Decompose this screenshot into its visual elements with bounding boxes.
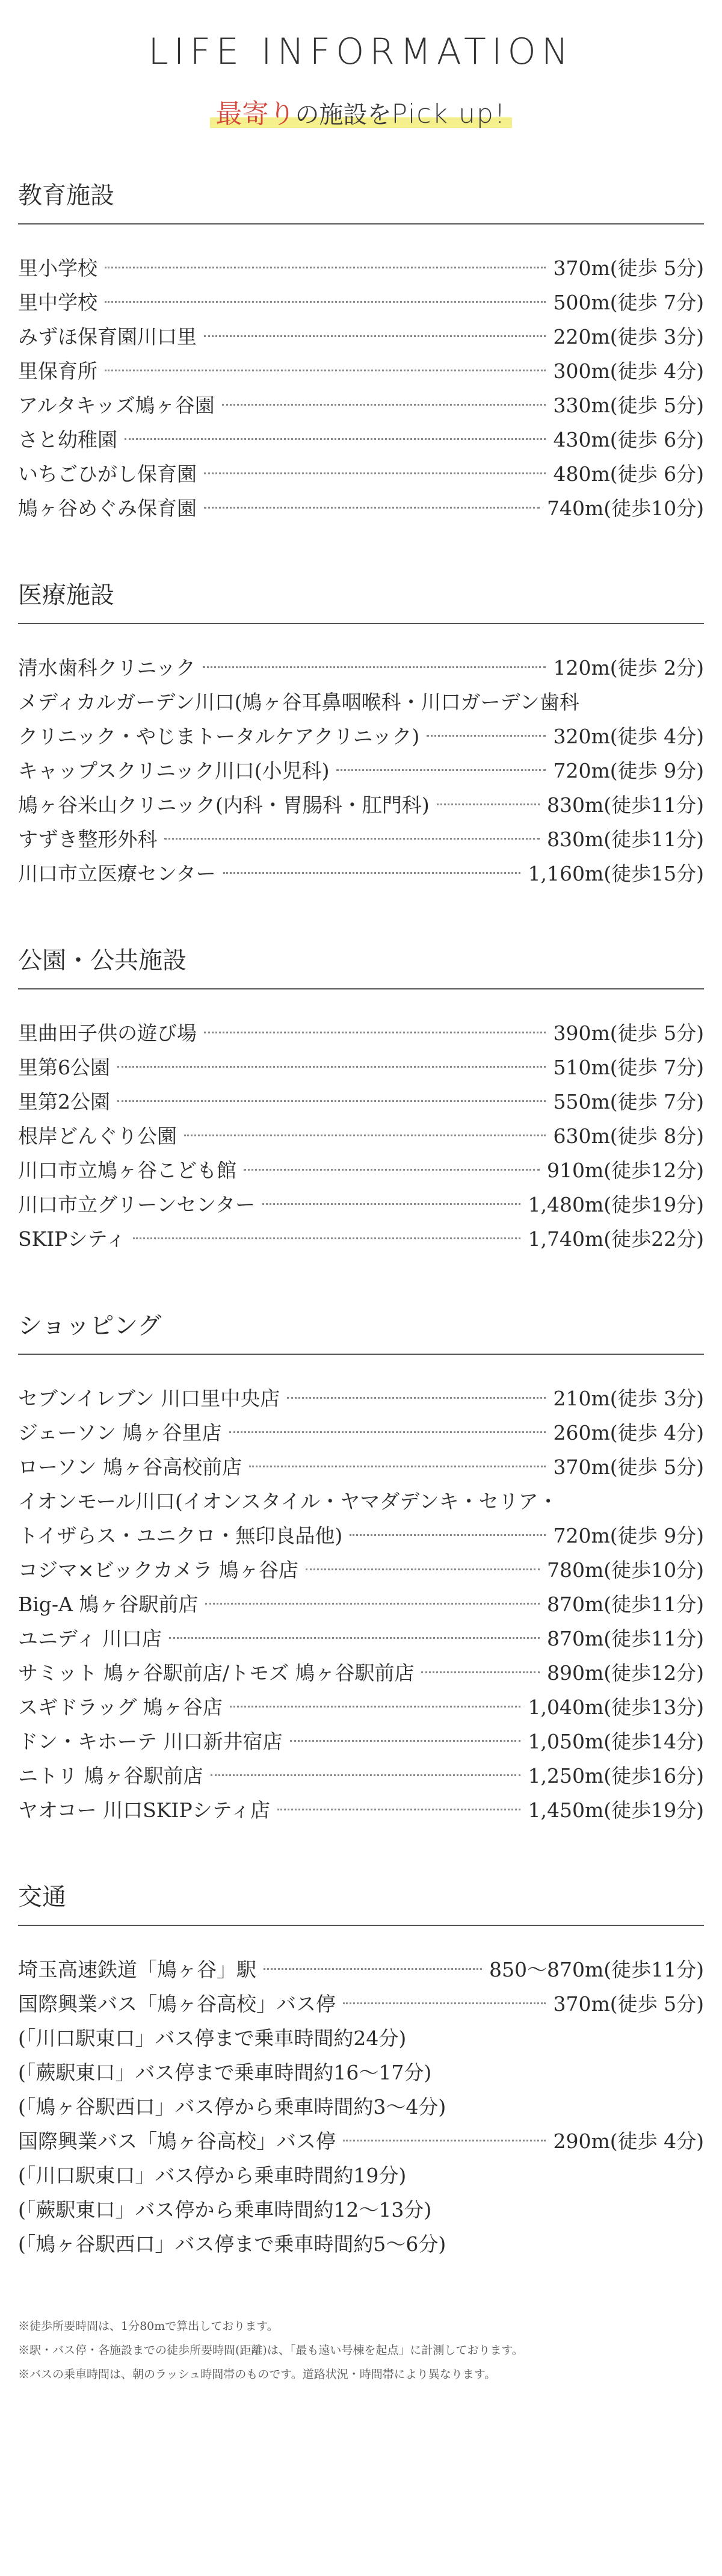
list-item <box>18 2124 704 2158</box>
facility-name: セブンイレブン 川口里中央店 <box>18 1386 280 1410</box>
section-title: 医療施設 <box>18 583 704 624</box>
dotted-leader <box>343 2002 546 2004</box>
facility-distance: 370m(徒歩 5分) <box>553 256 704 280</box>
facility-name: いちごひがし保育園 <box>18 462 197 486</box>
footnote: ※徒歩所要時間は、1分80mで算出しております。 <box>18 2319 279 2333</box>
list-item <box>18 457 704 491</box>
facility-name: 清水歯科クリニック <box>18 655 196 680</box>
list-item <box>18 1793 704 1827</box>
facility-name: 鳩ヶ谷めぐみ保育園 <box>18 496 197 520</box>
facility-name: クリニック・やじまトータルケアクリニック) <box>18 724 420 748</box>
dotted-leader <box>262 1203 520 1205</box>
list-item <box>18 354 704 388</box>
facility-name: スギドラッグ 鳩ヶ谷店 <box>18 1695 223 1719</box>
dotted-leader <box>437 803 540 805</box>
facility-distance: 550m(徒歩 7分) <box>553 1089 704 1113</box>
subtitle-mid: の施設を <box>295 101 392 129</box>
facility-distance: 850〜870m(徒歩11分) <box>489 1957 704 1981</box>
facility-name: 国際興業バス「鳩ヶ谷高校」バス停 <box>18 1992 336 2016</box>
facility-name: 川口市立鳩ヶ谷こども館 <box>18 1158 236 1182</box>
dotted-leader <box>204 472 546 474</box>
facility-name: アルタキッズ鳩ヶ谷園 <box>18 393 215 417</box>
facility-name: メディカルガーデン川口(鳩ヶ谷耳鼻咽喉科・川口ガーデン歯科 <box>18 690 579 714</box>
dotted-leader <box>223 872 521 874</box>
list-item <box>18 2055 704 2090</box>
facility-list <box>0 181 722 2261</box>
dotted-leader <box>203 666 546 668</box>
facility-distance: 830m(徒歩11分) <box>546 793 704 817</box>
list-item <box>18 1050 704 1085</box>
facility-name: 川口市立グリーンセンター <box>18 1192 256 1216</box>
list-item <box>18 1222 704 1256</box>
facility-distance: 1,040m(徒歩13分) <box>528 1695 704 1719</box>
list-item <box>18 1553 704 1587</box>
facility-distance: 320m(徒歩 4分) <box>553 724 704 748</box>
section <box>18 1885 704 2261</box>
list-item <box>18 423 704 457</box>
dotted-leader <box>164 838 540 840</box>
list-item <box>18 1187 704 1222</box>
list-item <box>18 251 704 285</box>
facility-distance: 300m(徒歩 4分) <box>553 359 704 383</box>
list-item <box>18 2158 704 2193</box>
list-item <box>18 1656 704 1690</box>
page-subtitle <box>210 99 513 131</box>
footnote: ※駅・バス停・各施設までの徒歩所要時間(距離)は、「最も遠い号棟を起点」に計測しております。 <box>18 2343 523 2357</box>
list-item <box>18 491 704 525</box>
section <box>18 946 704 1256</box>
dotted-leader <box>249 1466 546 1467</box>
facility-name: (「蕨駅東口」バス停から乗車時間約12〜13分) <box>18 2197 432 2221</box>
list-item <box>18 2227 704 2261</box>
facility-distance: 1,450m(徒歩19分) <box>528 1798 704 1822</box>
dotted-leader <box>306 1568 540 1570</box>
dotted-leader <box>343 2140 546 2141</box>
facility-distance: 430m(徒歩 6分) <box>553 427 704 451</box>
facility-distance: 1,480m(徒歩19分) <box>528 1192 704 1216</box>
dotted-leader <box>133 1237 521 1239</box>
facility-name: 里曲田子供の遊び場 <box>18 1021 197 1045</box>
facility-name: 国際興業バス「鳩ヶ谷高校」バス停 <box>18 2129 336 2153</box>
facility-name: (「蕨駅東口」バス停まで乗車時間約16〜17分) <box>18 2060 432 2084</box>
facility-name: (「川口駅東口」バス停から乗車時間約19分) <box>18 2163 407 2187</box>
list-item <box>18 285 704 320</box>
facility-distance: 1,050m(徒歩14分) <box>528 1729 704 1753</box>
dotted-leader <box>117 1066 546 1068</box>
section-title: 交通 <box>18 1885 704 1926</box>
facility-distance: 910m(徒歩12分) <box>546 1158 704 1182</box>
facility-name: キャップスクリニック川口(小児科) <box>18 758 330 782</box>
facility-distance: 260m(徒歩 4分) <box>553 1420 704 1444</box>
footnote: ※バスの乗車時間は、朝のラッシュ時間帯のものです。道路状況・時間帯により異なります。 <box>18 2367 496 2381</box>
facility-distance: 1,250m(徒歩16分) <box>528 1763 704 1788</box>
section-title: 公園・公共施設 <box>18 949 704 989</box>
dotted-leader <box>222 404 546 406</box>
dotted-leader <box>290 1740 521 1742</box>
header <box>0 0 722 131</box>
dotted-leader <box>230 1706 521 1708</box>
facility-name: (「鳩ヶ谷駅西口」バス停から乗車時間約3〜4分) <box>18 2095 446 2119</box>
facility-distance: 1,160m(徒歩15分) <box>528 861 704 885</box>
dotted-leader <box>421 1671 540 1673</box>
facility-distance: 630m(徒歩 8分) <box>553 1124 704 1148</box>
facility-name: (「鳩ヶ谷駅西口」バス停まで乗車時間約5〜6分) <box>18 2232 446 2256</box>
facility-distance: 510m(徒歩 7分) <box>553 1055 704 1079</box>
facility-distance: 290m(徒歩 4分) <box>553 2129 704 2153</box>
list-item <box>18 651 704 685</box>
dotted-leader <box>204 335 546 337</box>
facility-distance: 890m(徒歩12分) <box>546 1661 704 1685</box>
list-item <box>18 1450 704 1484</box>
dotted-leader <box>244 1169 540 1171</box>
facility-name: 鳩ヶ谷米山クリニック(内科・胃腸科・肛門科) <box>18 793 430 817</box>
list-item <box>18 2193 704 2227</box>
facility-distance: 330m(徒歩 5分) <box>553 393 704 417</box>
list-item <box>18 1153 704 1187</box>
list-item <box>18 1587 704 1621</box>
list-item <box>18 719 704 754</box>
list-item <box>18 856 704 891</box>
dotted-leader <box>204 507 540 509</box>
facility-distance: 720m(徒歩 9分) <box>553 758 704 782</box>
facility-distance: 1,740m(徒歩22分) <box>528 1227 704 1251</box>
list-item <box>18 1119 704 1153</box>
dotted-leader <box>169 1637 540 1639</box>
list-item <box>18 685 704 719</box>
facility-name: ローソン 鳩ヶ谷高校前店 <box>18 1455 242 1479</box>
list-item <box>18 388 704 423</box>
subtitle-pick: Pick up! <box>391 99 507 129</box>
facility-distance: 370m(徒歩 5分) <box>553 1455 704 1479</box>
facility-name: ユニディ 川口店 <box>18 1626 162 1650</box>
facility-distance: 830m(徒歩11分) <box>546 827 704 851</box>
list-item <box>18 320 704 354</box>
dotted-leader <box>117 1100 546 1102</box>
dotted-leader <box>264 1968 482 1970</box>
facility-distance: 870m(徒歩11分) <box>546 1626 704 1650</box>
facility-name: すずき整形外科 <box>18 827 158 851</box>
list-item <box>18 1621 704 1656</box>
facility-name: 里第2公園 <box>18 1089 110 1113</box>
facility-distance: 120m(徒歩 2分) <box>553 655 704 680</box>
dotted-leader <box>184 1135 546 1136</box>
list-item <box>18 1724 704 1759</box>
facility-name: さと幼稚園 <box>18 427 117 451</box>
facility-distance: 870m(徒歩11分) <box>546 1592 704 1616</box>
facility-name: トイザらス・ユニクロ・無印良品他) <box>18 1523 343 1547</box>
dotted-leader <box>229 1431 546 1433</box>
dotted-leader <box>336 769 546 771</box>
facility-name: 里保育所 <box>18 359 97 383</box>
facility-distance: 720m(徒歩 9分) <box>553 1523 704 1547</box>
facility-distance: 220m(徒歩 3分) <box>553 324 704 348</box>
list-item <box>18 1484 704 1519</box>
section-title: 教育施設 <box>18 184 704 224</box>
facility-name: ニトリ 鳩ヶ谷駅前店 <box>18 1763 203 1788</box>
facility-name: イオンモール川口(イオンスタイル・ヤマダデンキ・セリア・ <box>18 1489 558 1513</box>
dotted-leader <box>277 1809 520 1810</box>
facility-name: 川口市立医療センター <box>18 861 216 885</box>
subtitle-accent: 最寄り <box>215 99 295 129</box>
list-item <box>18 1759 704 1793</box>
facility-name: ヤオコー 川口SKIPシティ店 <box>18 1798 271 1822</box>
section <box>18 1311 704 1827</box>
list-item <box>18 1987 704 2021</box>
dotted-leader <box>105 267 546 268</box>
facility-name: 里小学校 <box>18 256 97 280</box>
facility-name: (「川口駅東口」バス停まで乗車時間約24分) <box>18 2026 407 2050</box>
facility-name: 里第6公園 <box>18 1055 110 1079</box>
list-item <box>18 1085 704 1119</box>
facility-distance: 480m(徒歩 6分) <box>553 462 704 486</box>
facility-name: コジマ×ビックカメラ 鳩ヶ谷店 <box>18 1558 298 1582</box>
list-item <box>18 2090 704 2124</box>
section <box>18 583 704 891</box>
list-item <box>18 1952 704 1987</box>
dotted-leader <box>205 1603 540 1605</box>
facility-distance: 210m(徒歩 3分) <box>553 1386 704 1410</box>
list-item <box>18 754 704 788</box>
facility-name: 根岸どんぐり公園 <box>18 1124 177 1148</box>
facility-distance: 370m(徒歩 5分) <box>553 1992 704 2016</box>
footnotes <box>0 2314 722 2386</box>
section-title: ショッピング <box>18 1314 704 1355</box>
facility-name: みずほ保育園川口里 <box>18 324 197 348</box>
dotted-leader <box>350 1534 546 1536</box>
page-title: LIFE INFORMATION <box>148 31 574 73</box>
list-item <box>18 1416 704 1450</box>
list-item <box>18 822 704 856</box>
facility-name: ドン・キホーテ 川口新井宿店 <box>18 1729 283 1753</box>
dotted-leader <box>105 370 546 371</box>
facility-name: 埼玉高速鉄道「鳩ヶ谷」駅 <box>18 1957 256 1981</box>
dotted-leader <box>204 1032 546 1033</box>
dotted-leader <box>125 438 546 440</box>
list-item <box>18 1016 704 1050</box>
facility-name: SKIPシティ <box>18 1227 126 1251</box>
dotted-leader <box>287 1397 546 1399</box>
dotted-leader <box>427 735 546 737</box>
section <box>18 181 704 525</box>
facility-name: 里中学校 <box>18 290 97 314</box>
list-item <box>18 1690 704 1724</box>
facility-distance: 500m(徒歩 7分) <box>553 290 704 314</box>
dotted-leader <box>211 1774 521 1776</box>
facility-name: Big-A 鳩ヶ谷駅前店 <box>18 1592 199 1616</box>
facility-distance: 780m(徒歩10分) <box>546 1558 704 1582</box>
list-item <box>18 1381 704 1416</box>
dotted-leader <box>105 301 546 303</box>
list-item <box>18 1519 704 1553</box>
facility-name: サミット 鳩ヶ谷駅前店/トモズ 鳩ヶ谷駅前店 <box>18 1661 415 1685</box>
list-item <box>18 2021 704 2055</box>
facility-name: ジェーソン 鳩ヶ谷里店 <box>18 1420 222 1444</box>
list-item <box>18 788 704 822</box>
facility-distance: 740m(徒歩10分) <box>546 496 704 520</box>
facility-distance: 390m(徒歩 5分) <box>553 1021 704 1045</box>
